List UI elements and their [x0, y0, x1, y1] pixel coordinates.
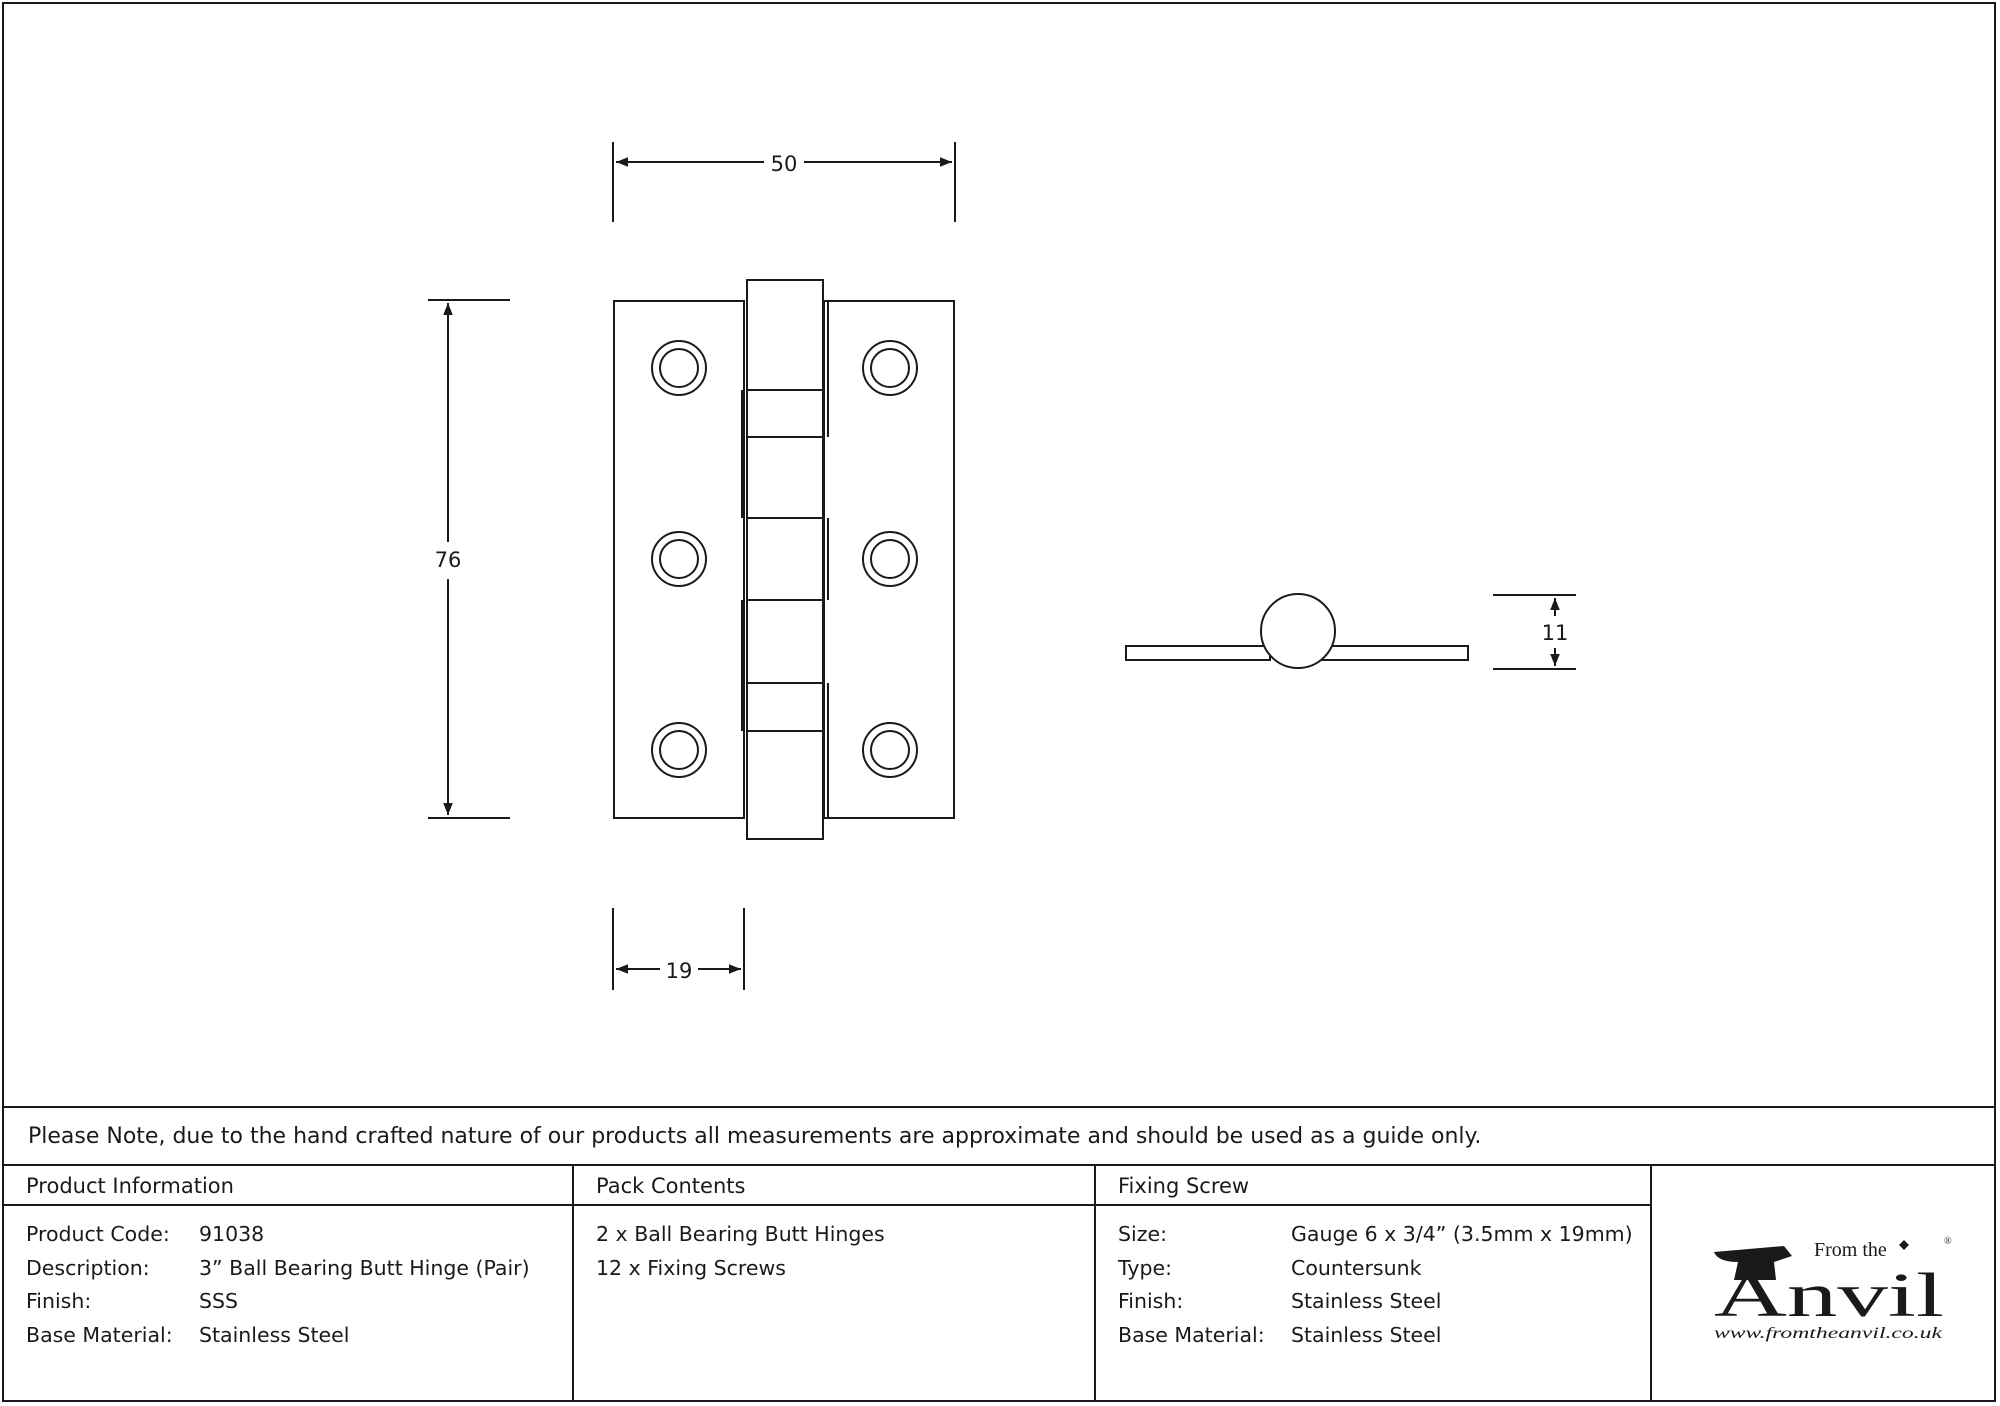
screw-holes	[652, 341, 917, 777]
pack-item-screws: 12 x Fixing Screws	[596, 1255, 786, 1280]
fixing-screw-header	[1096, 1166, 1650, 1206]
screw-base-material-row	[1118, 1323, 1633, 1357]
screw-type-label: Type:	[1118, 1255, 1172, 1280]
product-info-body	[26, 1222, 530, 1356]
product-code-value: 91038	[199, 1222, 265, 1246]
height-dim-label: 76	[434, 548, 462, 572]
note-row	[4, 1106, 1994, 1166]
screw-size-value: Gauge 6 x 3/4” (3.5mm x 19mm)	[1291, 1222, 1633, 1246]
panel-divider	[1650, 1166, 1652, 1402]
width-dim-label: 50	[770, 152, 798, 176]
registered-mark: ®	[1944, 1236, 1952, 1247]
hinge-side-view	[1126, 594, 1468, 668]
product-info-title: Product Information	[26, 1174, 234, 1198]
screw-size-row	[1118, 1222, 1633, 1256]
product-info-header	[4, 1166, 573, 1206]
screw-type-row	[1118, 1256, 1633, 1290]
from-the-anvil-logo	[1704, 1232, 1954, 1342]
description-row	[26, 1256, 530, 1290]
base-material-row	[26, 1323, 530, 1357]
base-material-value: Stainless Steel	[199, 1322, 350, 1347]
pack-item	[596, 1256, 885, 1290]
pack-item	[596, 1222, 885, 1256]
screw-base-material-label: Base Material:	[1118, 1322, 1265, 1347]
pack-item-hinges: 2 x Ball Bearing Butt Hinges	[596, 1222, 885, 1246]
logo-line1: From the	[1814, 1239, 1887, 1261]
pack-contents-title: Pack Contents	[596, 1174, 746, 1198]
product-info-panel	[4, 1166, 573, 1402]
description-value: 3” Ball Bearing Butt Hinge (Pair)	[199, 1255, 530, 1280]
description-label: Description:	[26, 1255, 150, 1280]
screw-finish-row	[1118, 1289, 1633, 1323]
finish-row	[26, 1289, 530, 1323]
product-code-label: Product Code:	[26, 1222, 170, 1246]
screw-finish-label: Finish:	[1118, 1289, 1184, 1313]
finish-label: Finish:	[26, 1289, 92, 1313]
leaf-dim-label: 19	[665, 959, 693, 983]
drawing-sheet	[2, 2, 1996, 1402]
pack-contents-panel	[574, 1166, 1095, 1402]
pack-contents-body	[596, 1222, 885, 1289]
fixing-screw-body	[1118, 1222, 1633, 1356]
pack-contents-header	[574, 1166, 1095, 1206]
logo-url: www.fromtheanvil.co.uk	[1714, 1325, 1944, 1342]
logo-line2: Anvil	[1714, 1262, 1944, 1330]
base-material-label: Base Material:	[26, 1322, 173, 1347]
diamond-icon	[1899, 1240, 1909, 1250]
screw-type-value: Countersunk	[1291, 1255, 1422, 1280]
fixing-screw-panel	[1096, 1166, 1650, 1402]
technical-drawing	[4, 4, 1994, 1106]
fixing-screw-title: Fixing Screw	[1118, 1174, 1250, 1198]
finish-value: SSS	[199, 1289, 239, 1313]
measurement-note: Please Note, due to the hand crafted nature of our products all measurements are approximate and should be used as a guide only.	[28, 1124, 1482, 1149]
screw-size-label: Size:	[1118, 1222, 1167, 1246]
screw-base-material-value: Stainless Steel	[1291, 1322, 1442, 1347]
hinge-front-view	[614, 280, 954, 839]
product-code-row	[26, 1222, 530, 1256]
thickness-dim-label: 11	[1541, 621, 1569, 645]
screw-finish-value: Stainless Steel	[1291, 1289, 1442, 1313]
